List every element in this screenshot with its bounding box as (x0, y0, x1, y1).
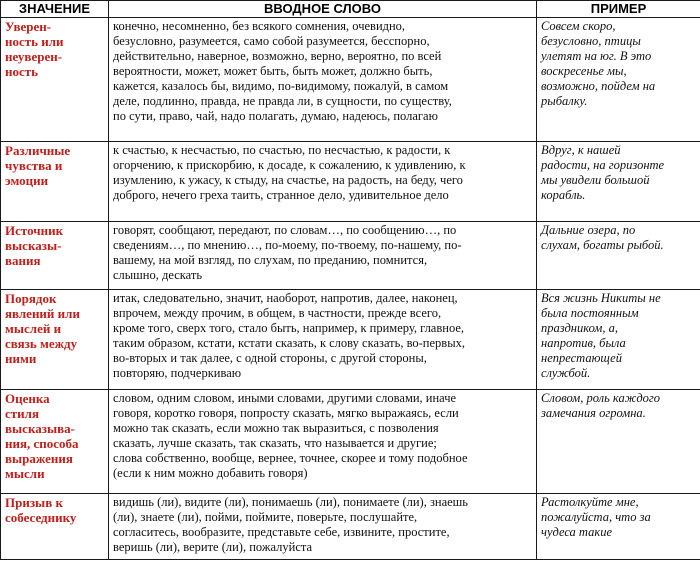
header-introductory-word: ВВОДНОЕ СЛОВО (109, 1, 537, 18)
table-row (1, 290, 700, 390)
table-row (1, 222, 700, 290)
words-cell: видишь (ли), видите (ли), понимаешь (ли), понимаете (ли), знаешь (ли), знаете (ли), пойми, поймите, поверьте, послушайте, согласитесь, вообразите, представьте себе, извините, простите, веришь (ли), верите (ли), пожалуйста (109, 494, 537, 560)
meaning-cell: Призыв к собеседнику (1, 494, 109, 560)
meaning-cell: Различные чувства и эмоции (1, 142, 109, 222)
table-row (1, 494, 700, 560)
example-cell: Вся жизнь Никиты не была постоянным праздником, а, напротив, была непрестающей службой. (537, 290, 700, 390)
table-row (1, 390, 700, 494)
words-cell: к счастью, к несчастью, по счастью, по несчастью, к радости, к огорчению, к прискорбию, к досаде, к сожалению, к удивлению, к изумлению, к ужасу, к стыду, на счастье, на радость, на беду, чего доброго, нечего греха таить, странное дело, удивительное дело (109, 142, 537, 222)
example-cell: Дальние озера, по слухам, богаты рыбой. (537, 222, 700, 290)
header-example: ПРИМЕР (537, 1, 700, 18)
meaning-cell: Оценка стиля высказыва- ния, способа выражения мысли (1, 390, 109, 494)
meaning-cell: Уверен- ность или неуверен- ность (1, 18, 109, 142)
meaning-cell: Источник высказы- вания (1, 222, 109, 290)
header-row (1, 1, 700, 18)
example-cell: Словом, роль каждого замечания огромна. (537, 390, 700, 494)
table-row (1, 142, 700, 222)
table-row (1, 18, 700, 142)
words-cell: словом, одним словом, иными словами, другими словами, иначе говоря, коротко говоря, попросту сказать, мягко выражаясь, если можно так сказать, если можно так выразиться, с позволения сказать, лучше сказать, так сказать, что называется и другие; слова собственно, вообще, вернее, точнее, скорее и тому подобное (если к ним можно добавить говоря) (109, 390, 537, 494)
example-cell: Совсем скоро, безусловно, птицы улетят на юг. В это воскресенье мы, возможно, пойдем на рыбалку. (537, 18, 700, 142)
words-cell: конечно, несомненно, без всякого сомнения, очевидно, безусловно, разумеется, само собой разумеется, бесспорно, действительно, наверное, возможно, верно, вероятно, по всей вероятности, может, может быть, быть может, должно быть, кажется, казалось бы, видимо, по-видимому, пожалуй, в самом деле, подлинно, правда, не правда ли, в сущности, по существу, по сути, право, чай, надо полагать, думаю, надеюсь, полагаю (109, 18, 537, 142)
example-cell: Вдруг, к нашей радости, на горизонте мы увидели большой корабль. (537, 142, 700, 222)
words-cell: итак, следовательно, значит, наоборот, напротив, далее, наконец, впрочем, между прочим, в общем, в частности, прежде всего, кроме того, сверх того, стало быть, например, к примеру, главное, таким образом, кстати, кстати сказать, к слову сказать, во-первых, во-вторых и так далее, с одной стороны, с другой стороны, повторяю, подчеркиваю (109, 290, 537, 390)
header-meaning: ЗНАЧЕНИЕ (1, 1, 109, 18)
words-cell: говорят, сообщают, передают, по словам…, по сообщению…, по сведениям…, по мнению…, по-моему, по-твоему, по-нашему, по- вашему, на мой взгляд, по слухам, по преданию, помнится, слышно, дескать (109, 222, 537, 290)
example-cell: Растолкуйте мне, пожалуйста, что за чудеса такие (537, 494, 700, 560)
meaning-cell: Порядок явлений или мыслей и связь между ними (1, 290, 109, 390)
